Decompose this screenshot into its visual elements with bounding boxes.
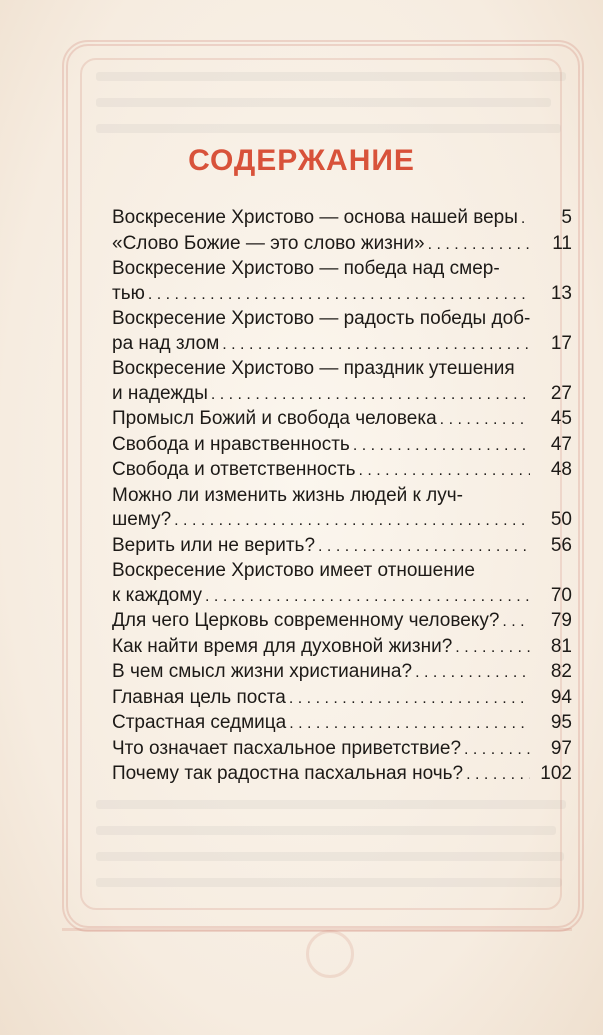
toc-entry [112, 232, 572, 258]
toc-entry [112, 458, 572, 484]
toc-entry [112, 407, 572, 433]
toc-entry-text: Можно ли изменить жизнь людей к луч- [112, 484, 463, 506]
dot-leader [289, 712, 530, 737]
bleed-through-line [96, 800, 566, 809]
toc-page-number: 48 [550, 459, 572, 480]
toc-entry [112, 609, 572, 635]
toc-page-number: 5 [561, 207, 572, 228]
toc-page-number: 81 [550, 635, 572, 657]
toc-entry [112, 686, 572, 712]
toc-entry-text: Верить или не верить? [112, 534, 316, 556]
toc-entry-text: Воскресение Христово имеет отношение [112, 560, 475, 581]
toc-page-number: 82 [550, 661, 572, 682]
toc-page-number: 97 [550, 737, 572, 759]
toc-entry-text: В чем смысл жизни христианина? [112, 661, 413, 682]
dot-leader [428, 233, 530, 258]
dot-leader [205, 585, 530, 610]
dot-leader [174, 509, 530, 534]
toc-page-number: 17 [550, 332, 572, 354]
toc-entry-text: ра над злом [112, 332, 220, 354]
toc-entry-text: Воскресение Христово — победа над смер- [112, 258, 500, 279]
dot-leader [521, 207, 530, 232]
toc-entry-text: Воскресение Христово — основа нашей веры [112, 207, 518, 228]
dot-leader [502, 610, 530, 635]
ornament-medallion [306, 930, 354, 978]
toc-entry [112, 559, 572, 609]
bleed-through-line [96, 826, 556, 835]
toc-entry [112, 762, 572, 788]
toc-page-number: 94 [550, 686, 572, 708]
toc-entry-text: Свобода и ответственность [112, 459, 356, 480]
toc-entry-text: Свобода и нравственность [112, 433, 350, 455]
toc-entry [112, 711, 572, 737]
toc-entry [112, 660, 572, 686]
dot-leader [211, 383, 530, 408]
toc-page-number: 95 [550, 712, 572, 733]
dot-leader [466, 763, 530, 788]
toc-entry [112, 534, 572, 560]
toc-entry [112, 635, 572, 661]
toc-entry [112, 206, 572, 232]
dot-leader [148, 283, 530, 308]
dot-leader [358, 459, 530, 484]
toc-entry-text: Воскресение Христово — праздник утешения [112, 358, 515, 379]
toc-entry [112, 737, 572, 763]
toc-page-number: 102 [540, 763, 572, 784]
toc-entry-text: Главная цель поста [112, 686, 286, 708]
toc-entry-text: тью [112, 282, 145, 304]
toc-entry-text: Страстная седмица [112, 712, 287, 733]
bleed-through-line [96, 124, 561, 133]
toc-entry-text: и надежды [112, 382, 208, 404]
toc-page-number: 56 [550, 534, 572, 556]
toc-entry-text: «Слово Божие — это слово жизни» [112, 232, 425, 254]
dot-leader [455, 636, 530, 661]
bleed-through-line [96, 98, 551, 107]
toc-entry [112, 357, 572, 407]
toc-entry [112, 433, 572, 459]
toc-page-number: 79 [550, 610, 572, 631]
toc-page-number: 27 [550, 382, 572, 404]
toc-entry-text: Для чего Церковь современному человеку? [112, 610, 500, 631]
toc-entry-text: Почему так радостна пасхальная ночь? [112, 763, 464, 784]
table-of-contents [112, 206, 572, 788]
bleed-through-line [96, 852, 564, 861]
toc-page-number: 47 [550, 433, 572, 455]
toc-page-number: 50 [550, 509, 572, 530]
toc-entry-text: Промысл Божий и свобода человека [112, 408, 437, 429]
dot-leader [464, 738, 530, 763]
dot-leader [318, 535, 530, 560]
page-title: СОДЕРЖАНИЕ [188, 144, 415, 177]
toc-entry-text: Воскресение Христово — радость победы доб- [112, 308, 531, 329]
toc-entry [112, 307, 572, 357]
dot-leader [353, 434, 530, 459]
toc-page-number: 11 [552, 232, 572, 254]
dot-leader [440, 408, 530, 433]
bleed-through-line [96, 72, 566, 81]
toc-entry-text: к каждому [112, 584, 203, 606]
toc-entry-text: шему? [112, 509, 172, 530]
dot-leader [289, 687, 530, 712]
toc-page-number: 70 [550, 584, 572, 606]
toc-entry [112, 257, 572, 307]
bleed-through-line [96, 878, 562, 887]
toc-entry [112, 484, 572, 534]
toc-entry-text: Что означает пасхальное приветствие? [112, 737, 462, 759]
dot-leader [222, 333, 530, 358]
toc-page-number: 45 [550, 408, 572, 429]
toc-page-number: 13 [550, 282, 572, 304]
dot-leader [415, 661, 530, 686]
toc-entry-text: Как найти время для духовной жизни? [112, 635, 453, 657]
